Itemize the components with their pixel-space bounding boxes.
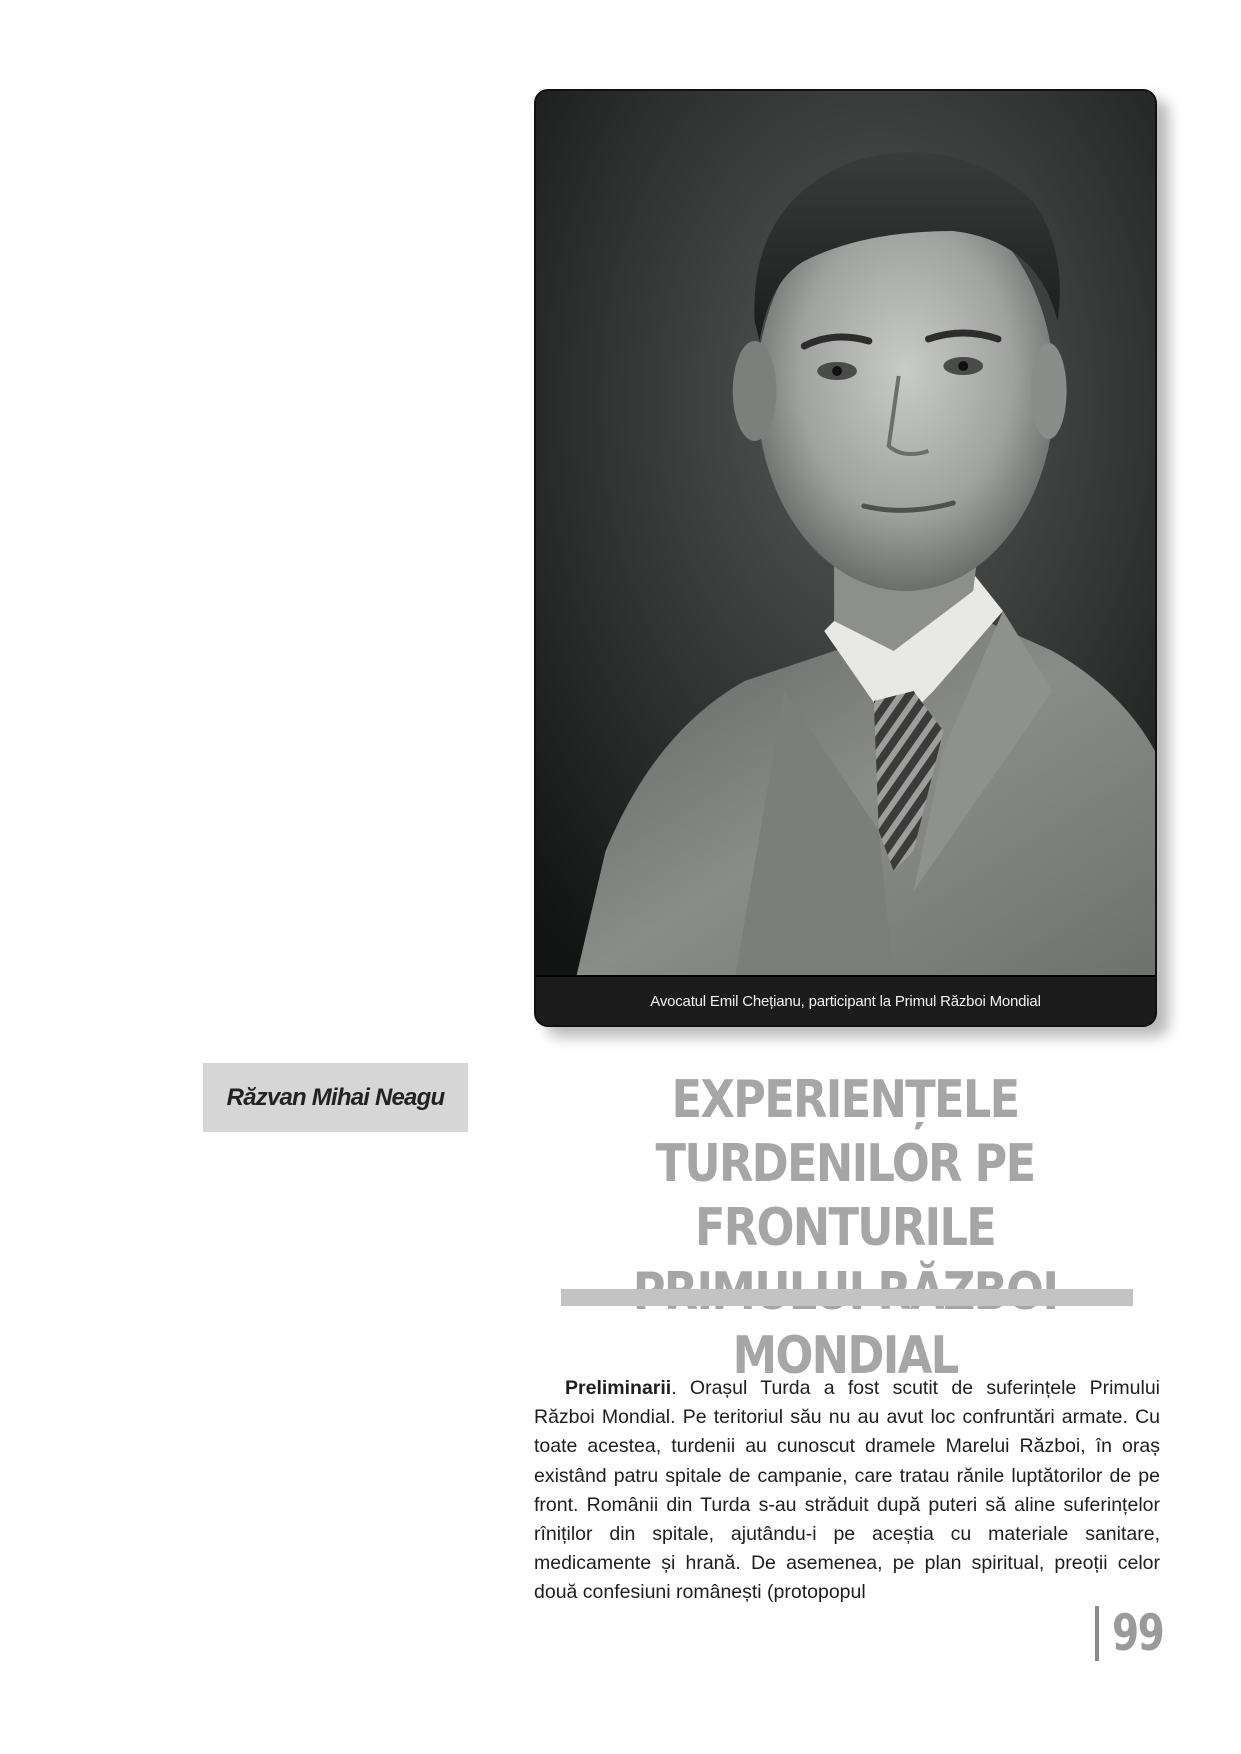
title-divider [561,1289,1133,1306]
body-paragraph: . Orașul Turda a fost scutit de suferințele Primului Război Mondial. Pe teritoriul său nu au avut loc confruntări armate. Cu toate acestea, turdenii au cunoscut dramele Marelui Război, în oraș existând patru spitale de campanie, care tratau rănile luptătorilor de pe front. Românii din Turda s-au străduit după puteri să aline suferințelor rîniților din spitale, ajutându-i pe aceștia cu materiale sanitare, medicamente și hrană. De asemenea, pe plan spiritual, preoții celor două confesiuni românești (protopopul [534,1377,1160,1604]
portrait-photo-frame [534,89,1157,1027]
lead-word: Preliminarii [565,1377,672,1399]
article-body [534,1374,1160,1608]
portrait-photo [536,91,1155,979]
page-number-bar [1095,1606,1099,1661]
article-title: EXPERIENȚELE TURDENILOR PE FRONTURILE MONDIAL [655,1070,1035,1386]
photo-caption-bar [536,975,1155,1025]
author-name: Răzvan Mihai Neagu [226,1083,445,1111]
author-box [203,1063,468,1132]
page-number: 99 [1112,1604,1164,1662]
photo-caption: Avocatul Emil Chețianu, participant la Primul Război Mondial [650,992,1041,1010]
